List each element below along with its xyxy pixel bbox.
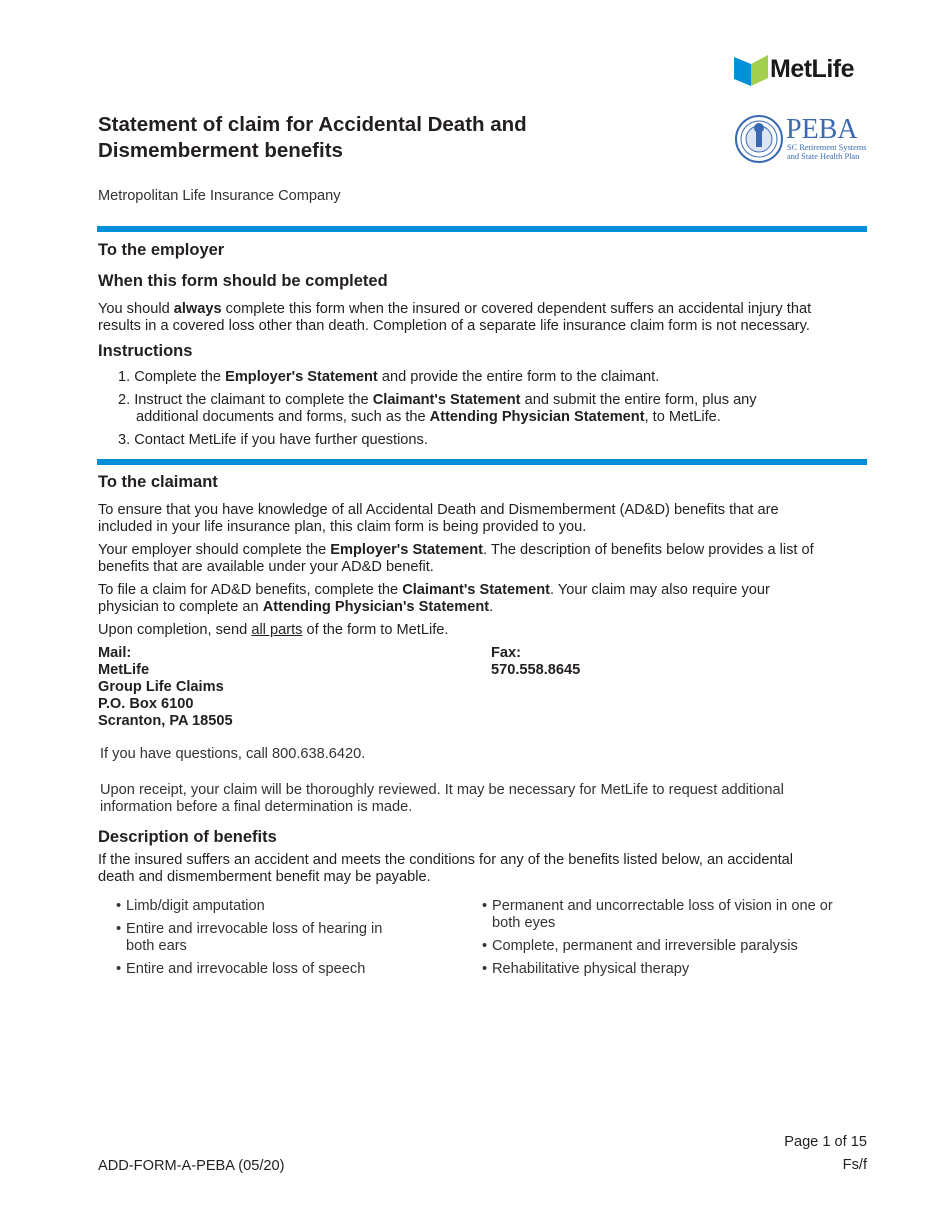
questions-text: If you have questions, call 800.638.6420.	[100, 746, 366, 762]
fax-info: Fax: 570.558.8645	[491, 645, 581, 678]
metlife-wordmark: MetLife	[770, 55, 854, 83]
benefits-heading: Description of benefits	[98, 828, 277, 846]
claimant-paragraph-2: Your employer should complete the Employer's Statement. The description of benefits below provides a list of benefits that are available under your AD&D benefit.	[98, 542, 814, 575]
claimant-paragraph-4: Upon completion, send all parts of the form to MetLife.	[98, 622, 449, 638]
form-code: Fs/f	[842, 1157, 867, 1173]
instructions-heading: Instructions	[98, 342, 193, 360]
instruction-step-1: 1. Complete the Employer's Statement and provide the entire form to the claimant.	[118, 369, 660, 385]
list-item: • Permanent and uncorrectable loss of vision in one or both eyes	[482, 898, 833, 931]
peba-logo	[734, 114, 868, 164]
benefits-list-right	[482, 898, 872, 978]
page-number: Page 1 of 15	[784, 1134, 867, 1150]
section-divider	[97, 459, 867, 465]
peba-wordmark: PEBA	[786, 114, 858, 145]
claimant-paragraph-3: To file a claim for AD&D benefits, complete the Claimant's Statement. Your claim may also require your physician to complete an Attending Physician's Statement.	[98, 582, 770, 615]
metlife-logo-mark-icon	[734, 54, 768, 86]
employer-heading: To the employer	[98, 241, 225, 259]
claimant-paragraph-1: To ensure that you have knowledge of all Accidental Death and Dismemberment (AD&D) benefits that are included in your life insurance plan, this claim form is being provided to you.	[98, 502, 779, 535]
list-item: • Complete, permanent and irreversible paralysis	[482, 938, 798, 954]
instruction-step-3: 3. Contact MetLife if you have further questions.	[118, 432, 428, 448]
claimant-heading: To the claimant	[98, 473, 218, 491]
list-item: • Entire and irrevocable loss of speech	[116, 961, 366, 977]
when-paragraph: You should always complete this form when the insured or covered dependent suffers an accidental injury that results in a covered loss other than death. Completion of a separate life insurance claim form is not necessary.	[98, 301, 812, 334]
page-title: Statement of claim for Accidental Death and Dismemberment benefits	[98, 113, 527, 162]
peba-seal-icon	[734, 114, 784, 164]
when-heading: When this form should be completed	[98, 272, 388, 290]
instruction-step-2: 2. Instruct the claimant to complete the Claimant's Statement and submit the entire form, plus any additional documents and forms, such as the Attending Physician Statement, to MetLife.	[118, 392, 757, 425]
form-id: ADD-FORM-A-PEBA (05/20)	[98, 1158, 285, 1174]
section-divider	[97, 226, 867, 232]
company-name: Metropolitan Life Insurance Company	[98, 188, 341, 204]
list-item: • Entire and irrevocable loss of hearing in both ears	[116, 921, 383, 954]
mail-address: Mail: MetLife Group Life Claims P.O. Box 6100 Scranton, PA 18505	[98, 645, 233, 729]
receipt-text: Upon receipt, your claim will be thoroughly reviewed. It may be necessary for MetLife to request additional information before a final determination is made.	[100, 782, 784, 815]
peba-subtitle: SC Retirement Systems and State Health Plan	[787, 143, 867, 161]
metlife-logo	[734, 54, 868, 86]
list-item: • Rehabilitative physical therapy	[482, 961, 690, 977]
list-item: • Limb/digit amputation	[116, 898, 265, 914]
benefits-list-left	[116, 898, 436, 978]
benefits-intro: If the insured suffers an accident and meets the conditions for any of the benefits listed below, an accidental death and dismemberment benefit may be payable.	[98, 852, 793, 885]
